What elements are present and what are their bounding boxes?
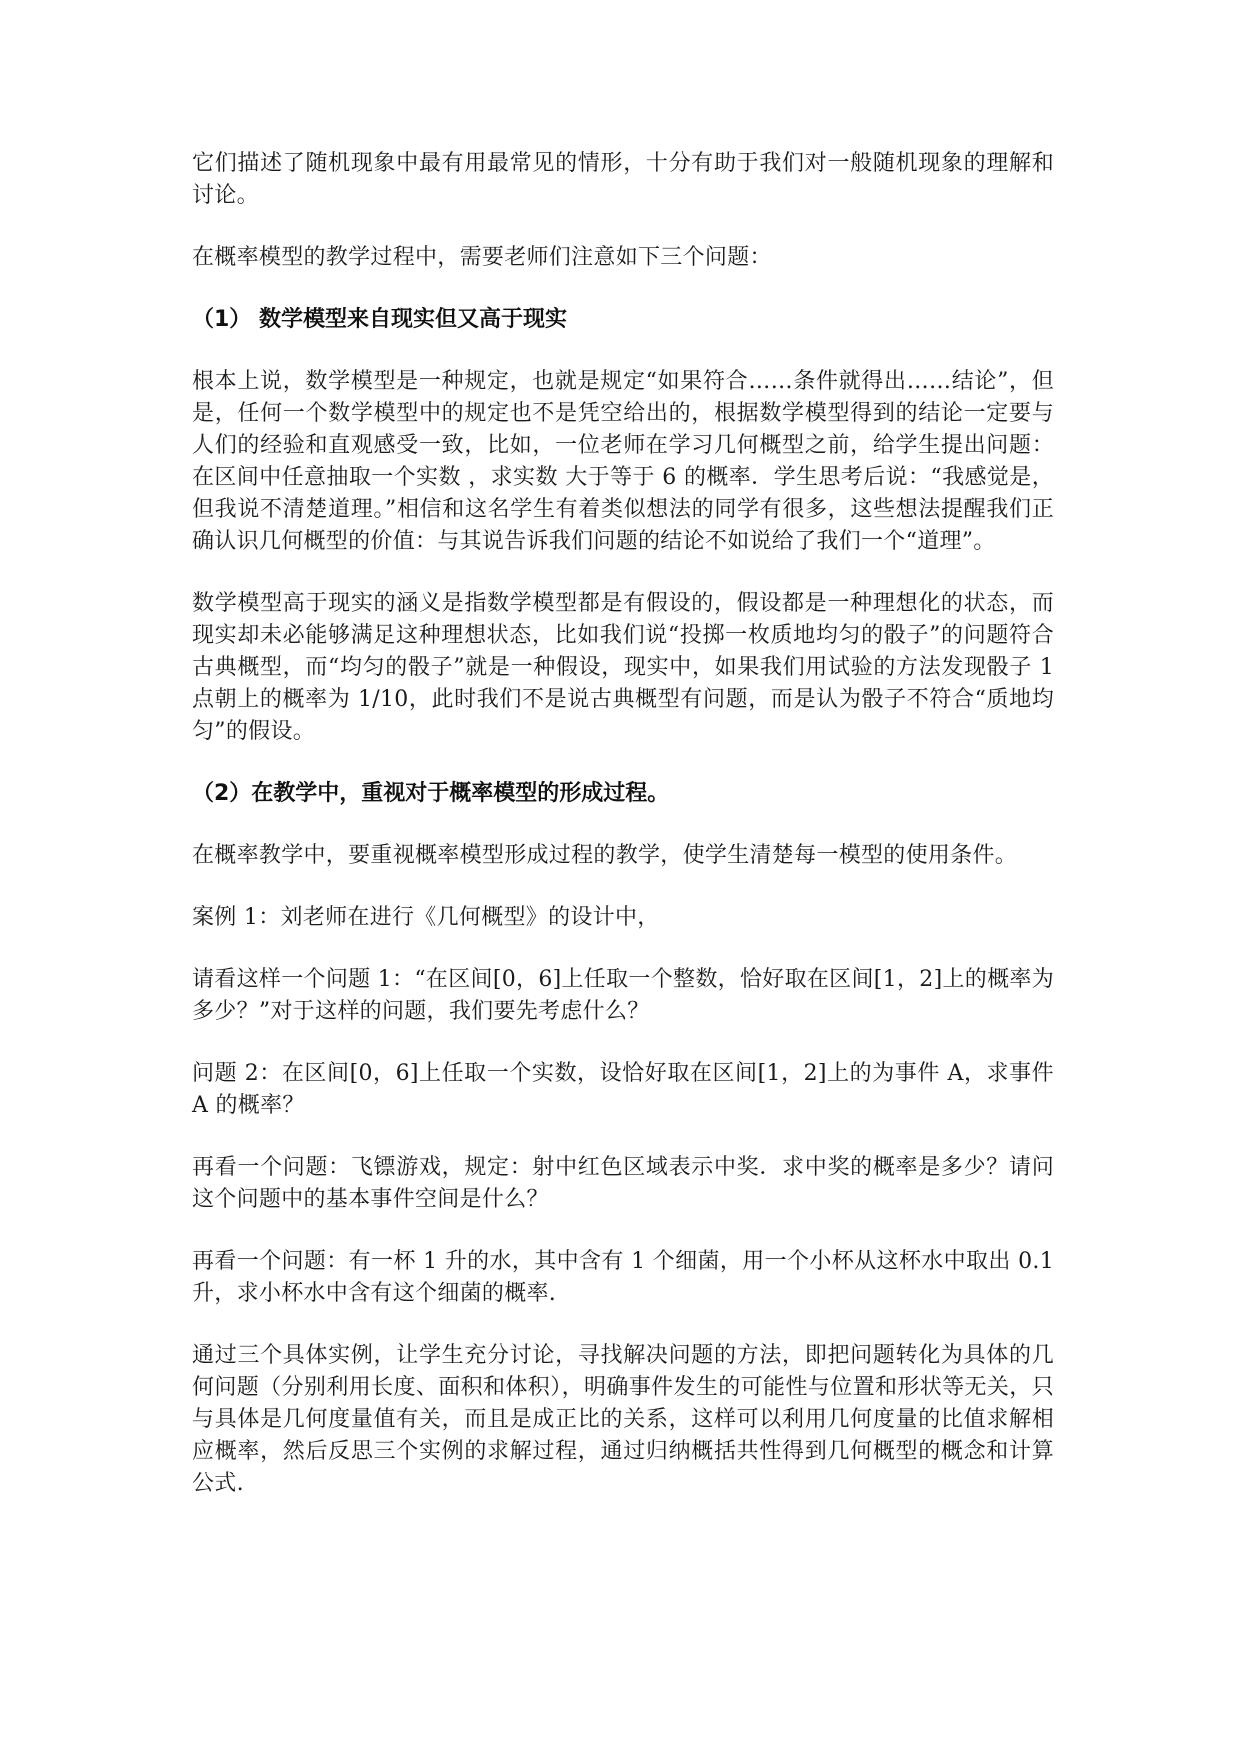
paragraph-model-definition: 根本上说，数学模型是一种规定，也就是规定“如果符合……条件就得出……结论”，但是，任何一个数学模型中的规定也不是凭空给出的，根据数学模型得到的结论一定要与人们的经验和直观感受一致，比如，一位老师在学习几何概型之前，给学生提出问题：在区间中任意抽取一个实数 ，求实数 大于等于 6 的概率．学生思考后说：“我感觉是，但我说不清楚道理。”相信和这名学生有着类似想法的同学有很多，这些想法提醒我们正确认识几何概型的价值：与其说告诉我们问题的结论不如说给了我们一个“道理”。 <box>192 369 1054 554</box>
paragraph-dart-question: 再看一个问题：飞镖游戏，规定：射中红色区域表示中奖．求中奖的概率是多少？请问这个问题中的基本事件空间是什么？ <box>192 1155 1054 1212</box>
document-page <box>192 148 1054 1530</box>
paragraph-case-1: 案例 1：刘老师在进行《几何概型》的设计中， <box>192 905 660 930</box>
paragraph-bacteria-question: 再看一个问题：有一杯 1 升的水，其中含有 1 个细菌，用一个小杯从这杯水中取出 0.1 升，求小杯水中含有这个细菌的概率. <box>192 1249 1054 1306</box>
paragraph-intro: 它们描述了随机现象中最有用最常见的情形，十分有助于我们对一般随机现象的理解和讨论。 <box>192 151 1054 208</box>
paragraph-three-issues: 在概率模型的教学过程中，需要老师们注意如下三个问题： <box>192 245 772 270</box>
paragraph-question-1: 请看这样一个问题 1：“在区间[0，6]上任取一个整数，恰好取在区间[1，2]上的概率为多少？”对于这样的问题，我们要先考虑什么？ <box>192 967 1054 1024</box>
paragraph-summary: 通过三个具体实例，让学生充分讨论，寻找解决问题的方法，即把问题转化为具体的几何问题（分别利用长度、面积和体积），明确事件发生的可能性与位置和形状等无关，只与具体是几何度量值有关，而且是成正比的关系，这样可以利用几何度量的比值求解相应概率，然后反思三个实例的求解过程，通过归纳概括共性得到几何概型的概念和计算公式. <box>192 1343 1054 1496</box>
paragraph-teaching-process: 在概率教学中，要重视概率模型形成过程的教学，使学生清楚每一模型的使用条件。 <box>192 843 1018 868</box>
heading-issue-2: （2）在教学中，重视对于概率模型的形成过程。 <box>192 781 670 806</box>
heading-issue-1: （1） 数学模型来自现实但又高于现实 <box>192 307 567 332</box>
paragraph-model-assumption: 数学模型高于现实的涵义是指数学模型都是有假设的，假设都是一种理想化的状态，而现实却未必能够满足这种理想状态，比如我们说“投掷一枚质地均匀的骰子”的问题符合古典概型，而“均匀的骰子”就是一种假设，现实中，如果我们用试验的方法发现骰子 1 点朝上的概率为 1/10，此时我们不是说古典概型有问题，而是认为骰子不符合“质地均匀”的假设。 <box>192 591 1054 744</box>
paragraph-question-2: 问题 2：在区间[0，6]上任取一个实数，设恰好取在区间[1，2]上的为事件 A，求事件 A 的概率？ <box>192 1061 1054 1118</box>
